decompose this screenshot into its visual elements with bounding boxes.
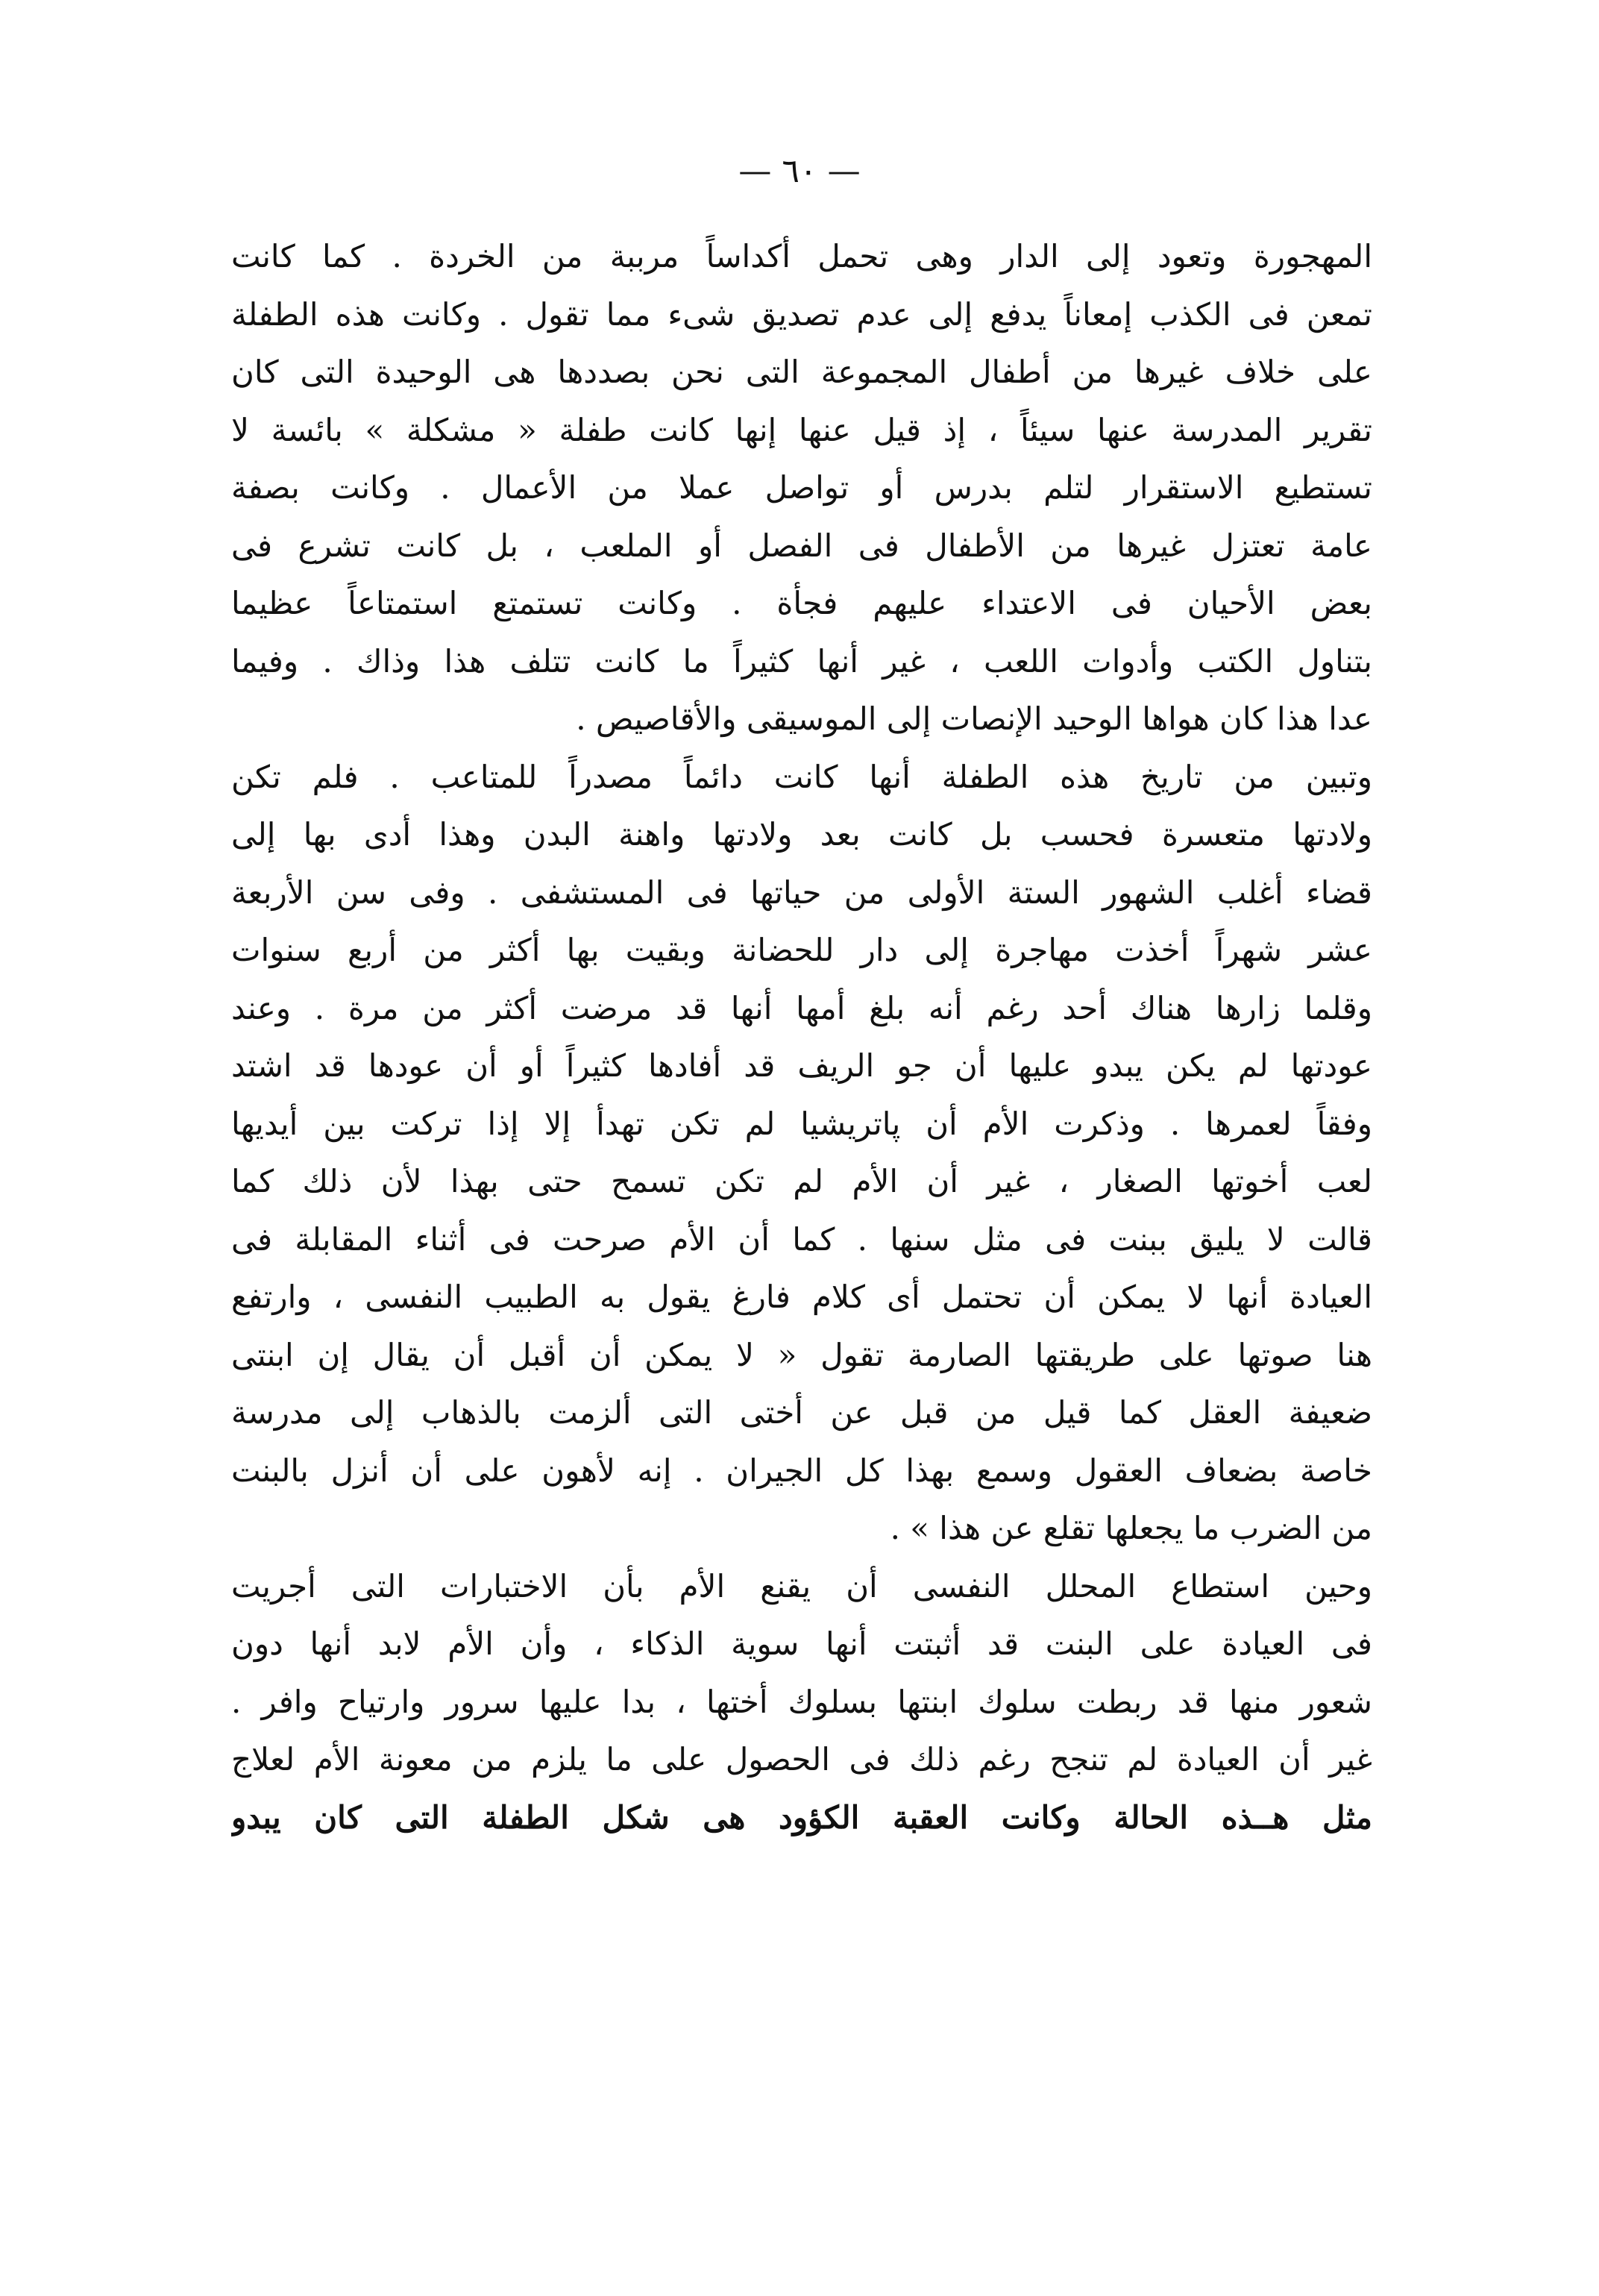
text-line: فى العيادة على البنت قد أثبتت أنها سوية الذكاء ، وأن الأم لابد أنها دون	[231, 1625, 1372, 1662]
text-line: تستطيع الاستقرار لتلم بدرس أو تواصل عملا من الأعمال . وكانت بصفة	[231, 469, 1372, 506]
text-line: ضعيفة العقل كما قيل من قبل عن أختى التى ألزمت بالذهاب إلى مدرسة	[231, 1394, 1372, 1431]
text-line: بتناول الكتب وأدوات اللعب ، غير أنها كثيراً ما كانت تتلف هذا وذاك . وفيما	[231, 642, 1372, 680]
text-line: غير أن العيادة لم تنجح رغم ذلك فى الحصول على ما يلزم من معونة الأم لعلاج	[231, 1741, 1372, 1778]
text-line: عشر شهراً أخذت مهاجرة إلى دار للحضانة وبقيت بها أكثر من أربع سنوات	[231, 932, 1372, 968]
text-line: تقرير المدرسة عنها سيئاً ، إذ قيل عنها إنها كانت طفلة « مشكلة » بائسة لا	[231, 411, 1372, 448]
text-line: عودتها لم يكن يبدو عليها أن جو الريف قد أفادها كثيراً أو أن عودها قد اشتد	[231, 1047, 1372, 1084]
text-line: بعض الأحيان فى الاعتداء عليهم فجأة . وكانت تستمتع استمتاعاً عظيما	[231, 585, 1372, 621]
text-line: لعب أخوتها الصغار ، غير أن الأم لم تكن تسمح حتى بهذا لأن ذلك كما	[231, 1163, 1372, 1199]
text-line: قالت لا يليق ببنت فى مثل سنها . كما أن الأم صرحت فى أثناء المقابلة فى	[231, 1220, 1372, 1258]
text-line: عامة تعتزل غيرها من الأطفال فى الفصل أو الملعب ، بل كانت تشرع فى	[231, 527, 1372, 564]
text-line: العيادة أنها لا يمكن أن تحتمل أى كلام فارغ يقول به الطبيب النفسى ، وارتفع	[231, 1279, 1372, 1315]
text-line: خاصة بضعاف العقول وسمع بهذا كل الجيران . إنه لأهون على أن أنزل بالبنت	[231, 1452, 1372, 1489]
text-line: مثل هــذه الحالة وكانت العقبة الكؤود هى شكل الطفلة التى كان يبدو	[231, 1798, 1372, 1836]
text-line: ولادتها متعسرة فحسب بل كانت بعد ولادتها واهنة البدن وهذا أدى بها إلى	[231, 816, 1372, 853]
text-line: تمعن فى الكذب إمعاناً يدفع إلى عدم تصديق شىء مما تقول . وكانت هذه الطفلة	[231, 295, 1372, 333]
text-line: على خلاف غيرها من أطفال المجموعة التى نحن بصددها هى الوحيدة التى كان	[231, 354, 1372, 390]
text-line: قضاء أغلب الشهور الستة الأولى من حياتها فى المستشفى . وفى سن الأربعة	[231, 873, 1372, 911]
paragraph-end-line: عدا هذا كان هواها الوحيد الإنصات إلى الموسيقى والأقاصيص .	[576, 700, 1372, 737]
text-line: المهجورة وتعود إلى الدار وهى تحمل أكداساً مرببة من الخردة . كما كانت	[231, 238, 1372, 275]
paragraph-start-line: وتبين من تاريخ هذه الطفلة أنها كانت دائماً مصدراً للمتاعب . فلم تكن	[231, 758, 1372, 795]
text-line: وقلما زارها هناك أحد رغم أنه بلغ أمها أنها قد مرضت أكثر من مرة . وعند	[231, 989, 1372, 1026]
paragraph-end-line: من الضرب ما يجعلها تقلع عن هذا » .	[890, 1510, 1372, 1546]
body-text	[231, 228, 1372, 1846]
page-number: — ٦٠ —	[738, 152, 861, 190]
text-line: شعور منها قد ربطت سلوك ابنتها بسلوك أختها ، بدا عليها سرور وارتياح وافر .	[231, 1683, 1372, 1720]
text-line: وفقاً لعمرها . وذكرت الأم أن پاتريشيا لم تكن تهدأ إلا إذا تركت بين أيديها	[231, 1105, 1372, 1142]
paragraph-start-line: وحين استطاع المحلل النفسى أن يقنع الأم بأن الاختبارات التى أجريت	[231, 1567, 1372, 1605]
text-line: هنا صوتها على طريقتها الصارمة تقول « لا يمكن أن أقبل أن يقال إن ابنتى	[231, 1336, 1372, 1373]
